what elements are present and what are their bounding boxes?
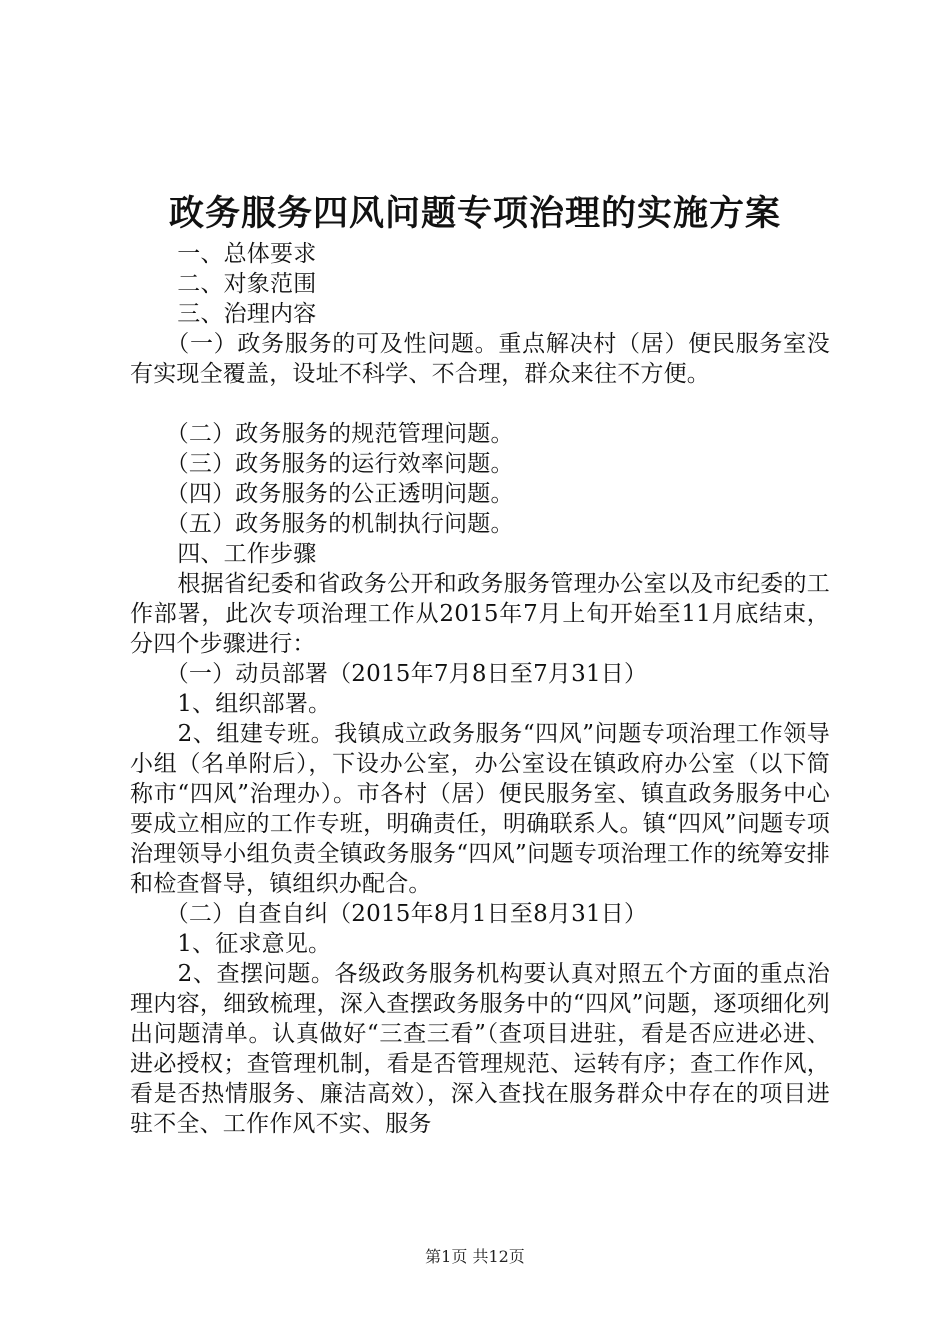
item-opinions: 1、征求意见。 [154, 931, 332, 957]
paragraph-task-force: 2、组建专班。我镇成立政务服务“四风”问题专项治理工作领导小组（名单附后），下设办公室，办公室设在镇政府办公室（以下简称市“四风”治理办）。市各村（居）便民服务室、镇直政务服务中心要成立相应的工作专班，明确责任，明确联系人。镇“四风”问题专项治理领导小组负责全镇政务服务“四风”问题专项治理工作的统筹安排和检查督导，镇组织办配合。 [130, 721, 830, 897]
paragraph-find-problems: 2、查摆问题。各级政务服务机构要认真对照五个方面的重点治理内容，细致梳理，深入查摆政务服务中的“四风”问题，逐项细化列出问题清单。认真做好“三查三看”（查项目进驻，看是否应进必进、进必授权；查管理机制，看是否管理规范、运转有序；查工作作风，看是否热情服务、廉洁高效），深入查找在服务群众中存在的项目进驻不全、工作作风不实、服务 [130, 961, 830, 1137]
item-organize: 1、组织部署。 [154, 691, 332, 717]
heading-self-check: （二）自查自纠（2015年8月1日至8月31日） [154, 901, 648, 927]
heading-scope: 二、对象范围 [154, 271, 317, 297]
item-standard-management: （二）政务服务的规范管理问题。 [154, 421, 514, 447]
heading-general-requirements: 一、总体要求 [154, 241, 317, 267]
item-efficiency: （三）政务服务的运行效率问题。 [154, 451, 514, 477]
document-title: 政务服务四风问题专项治理的实施方案 [168, 193, 781, 234]
paragraph-accessibility: （一）政务服务的可及性问题。重点解决村（居）便民服务室没有实现全覆盖，设址不科学、不合理，群众来往不方便。 [130, 331, 830, 387]
paragraph-work-plan: 根据省纪委和省政务公开和政务服务管理办公室以及市纪委的工作部署，此次专项治理工作从2015年7月上旬开始至11月底结束，分四个步骤进行： [130, 571, 830, 657]
heading-work-steps: 四、工作步骤 [154, 541, 317, 567]
blank-line [130, 389, 830, 419]
heading-content: 三、治理内容 [154, 301, 317, 327]
document-body [130, 239, 830, 1139]
item-transparency: （四）政务服务的公正透明问题。 [154, 481, 514, 507]
item-mechanism: （五）政务服务的机制执行问题。 [154, 511, 514, 537]
page-footer: 第1页 共12页 [425, 1247, 525, 1266]
heading-mobilization: （一）动员部署（2015年7月8日至7月31日） [154, 661, 648, 687]
